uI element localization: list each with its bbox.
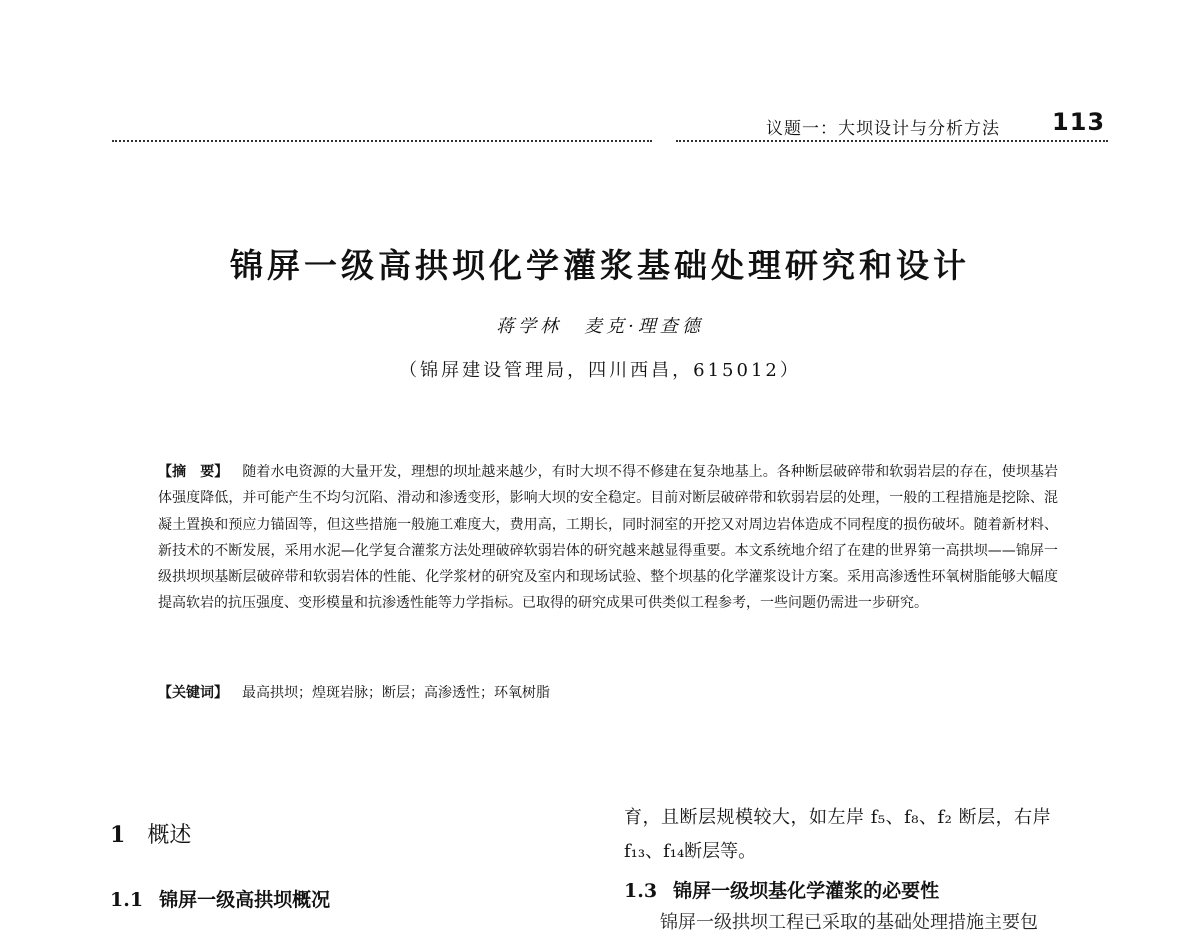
- abstract-text: 随着水电资源的大量开发，理想的坝址越来越少，有时大坝不得不修建在复杂地基上。各种断层破碎带和软弱岩层的存在，使坝基岩体强度降低，并可能产生不均匀沉陷、滑动和渗透变形，影响大坝的安全稳定。目前对断层破碎带和软弱岩层的处理，一般的工程措施是挖除、混凝土置换和预应力锚固等，但这些措施一般施工难度大，费用高，工期长，同时洞室的开挖又对周边岩体造成不同程度的损伤破坏。随着新材料、新技术的不断发展，采用水泥—化学复合灌浆方法处理破碎软弱岩体的研究越来越显得重要。本文系统地介绍了在建的世界第一高拱坝——锦屏一级拱坝坝基断层破碎带和软弱岩体的性能、化学浆材的研究及室内和现场试验、整个坝基的化学灌浆设计方案。采用高渗透性环氧树脂能够大幅度提高软岩的抗压强度、变形模量和抗渗透性能等力学指标。已取得的研究成果可供类似工程参考，一些问题仍需进一步研究。: [158, 464, 1059, 612]
- authors: 蒋学林 麦克·理查德: [496, 316, 704, 337]
- page-number: 113: [1052, 108, 1106, 136]
- section-heading-1-1: [110, 885, 330, 912]
- paper-title: 锦屏一级高拱坝化学灌浆基础处理研究和设计: [230, 246, 970, 285]
- section-heading-1-3: [624, 876, 939, 903]
- section-number: 1: [110, 822, 126, 848]
- section-heading-1: [110, 818, 191, 849]
- section-title: 锦屏一级高拱坝概况: [159, 889, 331, 911]
- section-number: 1.1: [110, 889, 144, 911]
- keywords-label: 【关键词】: [158, 685, 228, 701]
- body-text-line: 育，且断层规模较大，如左岸 f₅、f₈、f₂ 断层，右岸: [624, 807, 1052, 828]
- header-rule-left: [112, 140, 652, 142]
- body-text-line: f₁₃、f₁₄断层等。: [624, 841, 757, 862]
- keywords-text: 最高拱坝；煌斑岩脉；断层；高渗透性；环氧树脂: [242, 685, 550, 701]
- body-text-line: 锦屏一级拱坝工程已采取的基础处理措施主要包: [660, 912, 1038, 933]
- section-title: 锦屏一级坝基化学灌浆的必要性: [673, 880, 940, 902]
- abstract-label: 【摘 要】: [158, 464, 229, 480]
- section-number: 1.3: [624, 880, 658, 902]
- affiliation: （锦屏建设管理局，四川西昌，615012）: [399, 360, 801, 381]
- keywords: [158, 682, 1058, 702]
- header-topic: 议题一：大坝设计与分析方法: [766, 119, 1000, 139]
- abstract: [158, 459, 1058, 617]
- header-rule-right: [676, 140, 1108, 142]
- section-title: 概述: [147, 823, 192, 848]
